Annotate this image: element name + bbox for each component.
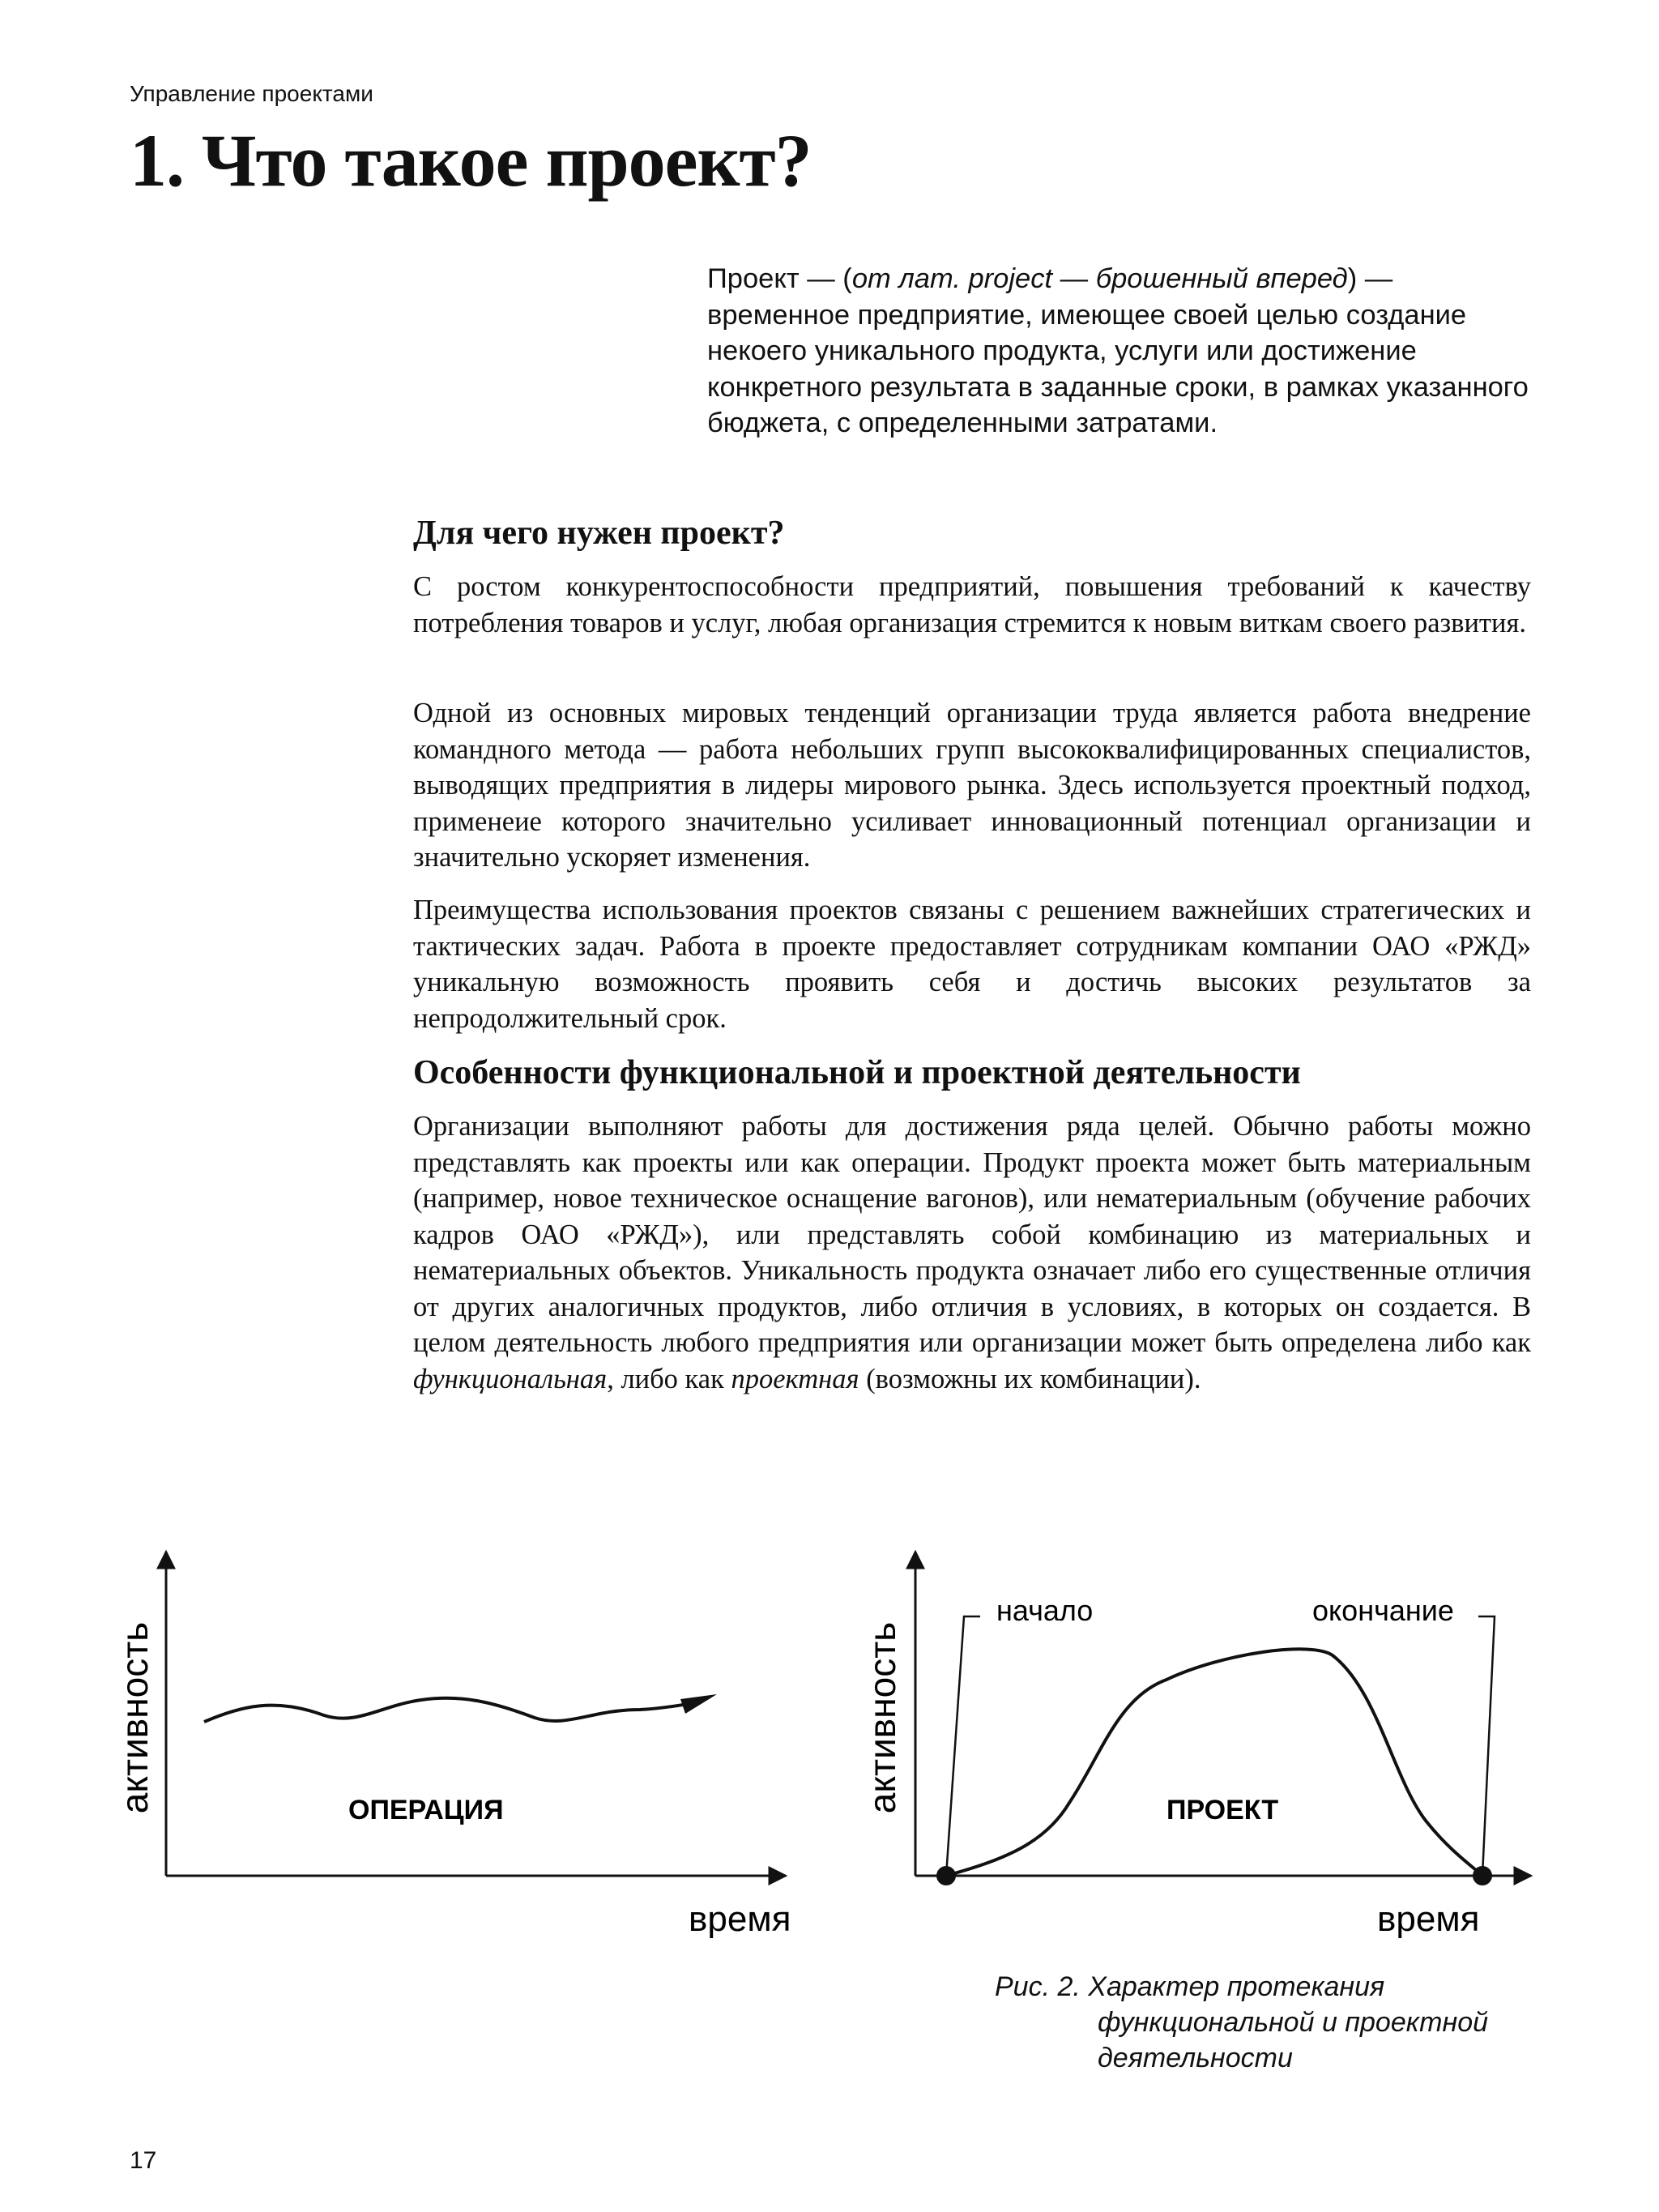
italic-project: проектная xyxy=(731,1363,859,1394)
caption-line-1: Рис. 2. Характер протекания xyxy=(995,1971,1385,2002)
italic-functional: функциональная xyxy=(413,1363,608,1394)
page-number: 17 xyxy=(130,2147,157,2174)
section-heading-why: Для чего нужен проект? xyxy=(413,515,785,552)
end-point xyxy=(1473,1866,1492,1885)
section-heading-features: Особенности функциональной и проектной деятельности xyxy=(413,1054,1301,1091)
project-diagram xyxy=(859,1503,1555,1965)
running-head: Управление проектами xyxy=(130,81,373,106)
definition-italic: от лат. project — брошенный вперед xyxy=(851,263,1348,294)
x-axis-label: время xyxy=(689,1899,791,1939)
operation-curve-arrow xyxy=(680,1694,717,1714)
start-bracket xyxy=(946,1616,980,1876)
operation-curve xyxy=(204,1698,693,1722)
definition-prefix: Проект — ( xyxy=(707,263,852,294)
project-curve xyxy=(946,1649,1482,1876)
x-axis-label: время xyxy=(1377,1899,1480,1939)
paragraph-4-main: Организации выполняют работы для достижения ряда целей. Обычно работы можно представлять как проекты или как операции. Продукт проекта может быть материальным (например, новое техническое оснащение вагонов), или нематериальным (обучение рабочих кадров ОАО «РЖД»), или представлять собой комбинацию из материальных и нематериальных объектов. Уникальность продукта означает либо его существенные отличия от других аналогичных продуктов, либо отличия в условиях, в которых он создается. В целом деятельность любого предприятия или организации может быть определена либо как xyxy=(413,1111,1531,1358)
end-bracket xyxy=(1478,1616,1495,1876)
paragraph-4-mid: , либо как xyxy=(607,1363,731,1394)
operation-diagram xyxy=(113,1503,810,1965)
paragraph-4 xyxy=(413,1108,1531,1397)
paragraph-4-end: (возможны их комбинации). xyxy=(859,1363,1201,1394)
figure-caption xyxy=(995,1969,1488,2076)
definition-suffix: ) — временное предприятие, имеющее своей целью создание некоего уникального продукта, услуги или достижение конкретного результата в заданные сроки, в рамках указанного бюджета, с определенными затратами. xyxy=(707,263,1529,438)
y-axis-label: активность xyxy=(113,1621,156,1814)
definition-text xyxy=(707,261,1533,442)
paragraph-3: Преимущества использования проектов связаны с решением важнейших стратегических и тактических задач. Работа в проекте предоставляет сотрудникам компании ОАО «РЖД» уникальную возможность проявить себя и достичь высоких результатов за непродолжительный срок. xyxy=(413,895,1531,1034)
caption-line-2: функциональной и проектной xyxy=(1098,2007,1489,2038)
end-label: окончание xyxy=(1312,1594,1454,1627)
operation-label: ОПЕРАЦИЯ xyxy=(348,1795,504,1826)
page-title: 1. Что такое проект? xyxy=(130,119,812,202)
paragraph-2: Одной из основных мировых тенденций организации труда является работа внедрение командного метода — работа небольших групп высококвалифицированных специалистов, выводящих предприятия в лидеры мирового рынка. Здесь используется проектный подход, применеие которого значительно усиливает инновационный потенциал организации и значительно ускоряет изменения. xyxy=(413,698,1531,873)
caption-line-3: деятельности xyxy=(1098,2043,1293,2073)
start-label: начало xyxy=(996,1594,1094,1627)
start-point xyxy=(936,1866,956,1885)
paragraph-1: С ростом конкурентоспособности предприятий, повышения требований к качеству потребления товаров и услуг, любая организация стремится к новым виткам своего развития. xyxy=(413,571,1531,638)
y-axis-label: активность xyxy=(861,1621,903,1814)
project-label: ПРОЕКТ xyxy=(1166,1795,1279,1826)
